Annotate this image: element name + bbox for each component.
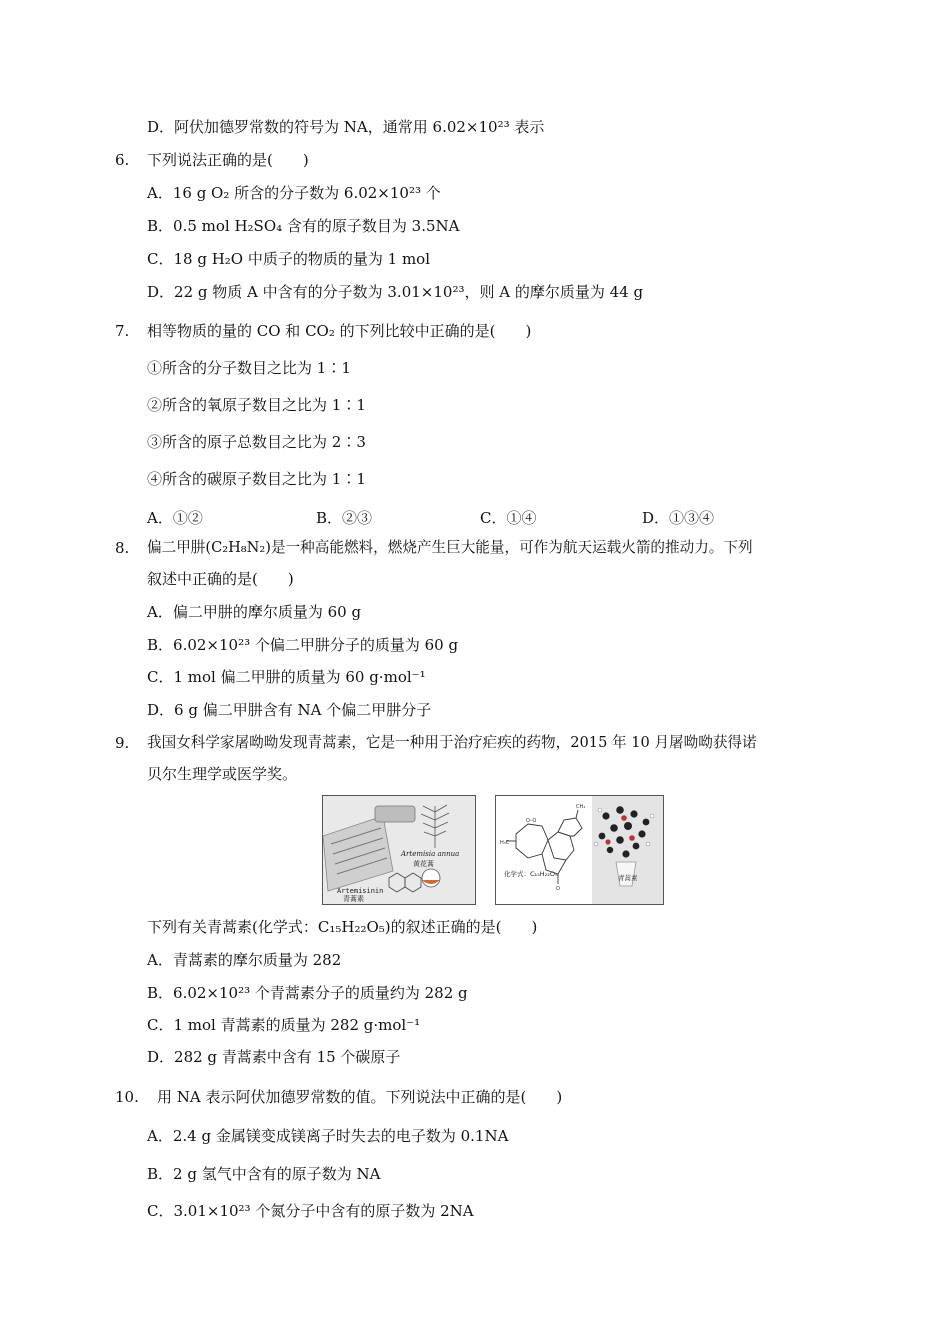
q10-number: 10.: [115, 1088, 139, 1106]
q5-option-d: D．阿伏加德罗常数的符号为 NA，通常用 6.02×10²³ 表示: [147, 118, 545, 136]
q10-option-a: A．2.4 g 金属镁变成镁离子时失去的电子数为 0.1NA: [147, 1127, 509, 1145]
formula-label: 化学式：C₁₅H₂₂O₅: [504, 870, 558, 878]
q8-option-d: D．6 g 偏二甲肼含有 NA 个偏二甲肼分子: [147, 701, 432, 719]
q8-number: 8.: [115, 539, 130, 557]
svg-text:O–O: O–O: [526, 818, 537, 824]
svg-text:H₃C: H₃C: [500, 840, 510, 846]
plant-label-cn: 黄花蒿: [413, 860, 434, 868]
structure-and-model: [496, 796, 663, 904]
q7-statement-2: ②所含的氧原子数目之比为 1∶1: [147, 396, 366, 414]
q7-statement-3: ③所含的原子总数目之比为 2∶3: [147, 433, 366, 451]
q9-option-c: C．1 mol 青蒿素的质量为 282 g·mol⁻¹: [147, 1016, 421, 1034]
q6-number: 6.: [115, 151, 130, 169]
q6-option-c: C．18 g H₂O 中质子的物质的量为 1 mol: [147, 250, 430, 268]
plant-label-en: Artemisia annua: [401, 850, 460, 858]
q8-option-a: A．偏二甲肼的摩尔质量为 60 g: [147, 603, 362, 621]
q8-option-c: C．1 mol 偏二甲肼的质量为 60 g·mol⁻¹: [147, 668, 426, 686]
q6-option-b: B．0.5 mol H₂SO₄ 含有的原子数目为 3.5NA: [147, 217, 460, 235]
model-label: 青蒿素: [618, 874, 638, 882]
q9-question: 下列有关青蒿素(化学式：C₁₅H₂₂O₅)的叙述正确的是( ): [147, 918, 538, 936]
q7-option-d: D．①③④: [642, 509, 715, 527]
artemisia-illustration: [323, 796, 475, 904]
q6-stem: 下列说法正确的是( ): [147, 151, 309, 169]
q9-option-b: B．6.02×10²³ 个青蒿素分子的质量约为 282 g: [147, 984, 468, 1002]
q7-option-c: C．①④: [480, 509, 537, 527]
q10-option-c: C．3.01×10²³ 个氮分子中含有的原子数为 2NA: [147, 1202, 474, 1220]
q9-option-d: D．282 g 青蒿素中含有 15 个碳原子: [147, 1048, 401, 1066]
svg-text:O: O: [556, 886, 560, 892]
q9-number: 9.: [115, 734, 130, 752]
q7-stem: 相等物质的量的 CO 和 CO₂ 的下列比较中正确的是( ): [147, 322, 532, 340]
q6-option-d: D．22 g 物质 A 中含有的分子数为 3.01×10²³，则 A 的摩尔质量为 44 g: [147, 283, 644, 301]
q9-stem-line1: 我国女科学家屠呦呦发现青蒿素，它是一种用于治疗疟疾的药物，2015 年 10 月屠呦呦获得诺: [147, 734, 757, 751]
q6-option-a: A．16 g O₂ 所含的分子数为 6.02×10²³ 个: [147, 184, 441, 202]
figure-artemisinin-structure: [495, 795, 664, 905]
q7-number: 7.: [115, 322, 130, 340]
q8-stem-line2: 叙述中正确的是( ): [147, 570, 294, 588]
figure-artemisia-photo: [322, 795, 476, 905]
compound-label-cn: 青蒿素: [343, 895, 364, 903]
q7-statement-4: ④所含的碳原子数目之比为 1∶1: [147, 470, 366, 488]
svg-text:CH₃: CH₃: [576, 804, 586, 810]
q8-stem-line1: 偏二甲肼(C₂H₈N₂)是一种高能燃料，燃烧产生巨大能量，可作为航天运载火箭的推动力。下列: [147, 539, 753, 556]
q9-stem-line2: 贝尔生理学或医学奖。: [147, 765, 298, 783]
q7-statement-1: ①所含的分子数目之比为 1∶1: [147, 359, 351, 377]
q7-option-a: A．①②: [147, 509, 203, 527]
q9-option-a: A．青蒿素的摩尔质量为 282: [147, 951, 342, 969]
q10-stem: 用 NA 表示阿伏加德罗常数的值。下列说法中正确的是( ): [157, 1088, 563, 1106]
q8-option-b: B．6.02×10²³ 个偏二甲肼分子的质量为 60 g: [147, 636, 459, 654]
q7-option-b: B．②③: [316, 509, 373, 527]
compound-label-en: Artemisinin: [337, 887, 384, 895]
q10-option-b: B．2 g 氢气中含有的原子数为 NA: [147, 1165, 381, 1183]
